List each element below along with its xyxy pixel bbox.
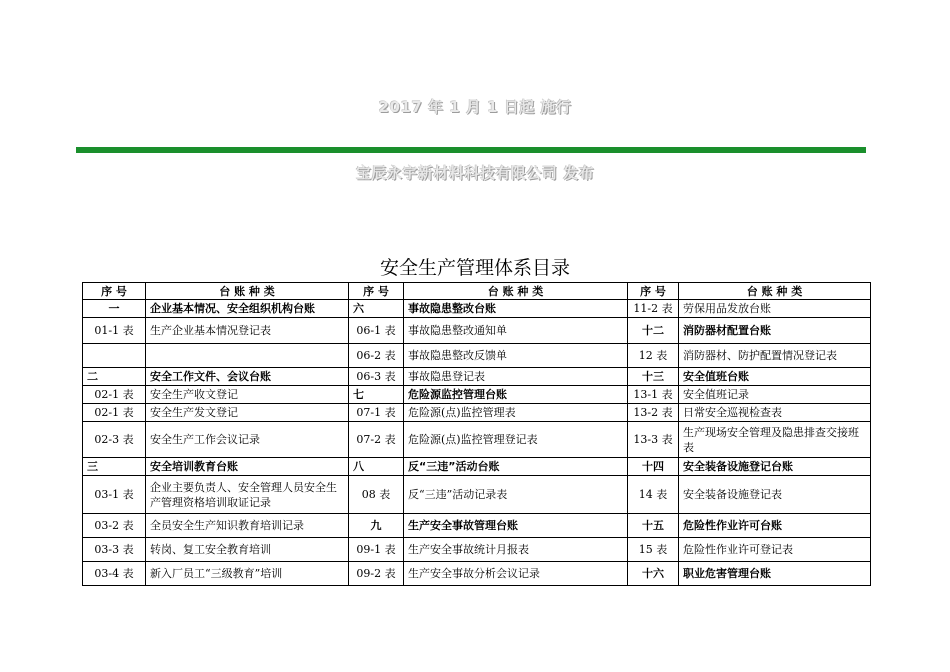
- row-number: 13-1 表: [628, 386, 679, 404]
- ledger-type: [146, 344, 349, 368]
- ledger-type: 消防器材、防护配置情况登记表: [679, 344, 871, 368]
- ledger-type: 事故隐患整改台账: [404, 300, 628, 318]
- table-row: [83, 404, 871, 422]
- ledger-type: 反“三违”活动台账: [404, 458, 628, 476]
- row-number: 11-2 表: [628, 300, 679, 318]
- table-row: [83, 476, 871, 514]
- table-row: [83, 386, 871, 404]
- ledger-type: 反“三违”活动记录表: [404, 476, 628, 514]
- ledger-type: 劳保用品发放台账: [679, 300, 871, 318]
- ledger-type: 全员安全生产知识教育培训记录: [146, 514, 349, 538]
- ledger-type: 危险性作业许可登记表: [679, 538, 871, 562]
- row-number: 六: [349, 300, 404, 318]
- ledger-type: 日常安全巡视检查表: [679, 404, 871, 422]
- row-number: 03-3 表: [83, 538, 146, 562]
- row-number: 一: [83, 300, 146, 318]
- ledger-type: 新入厂员工“三级教育”培训: [146, 562, 349, 586]
- row-number: 06-3 表: [349, 368, 404, 386]
- table-row: [83, 538, 871, 562]
- header-cell-type-3: 台 账 种 类: [679, 283, 871, 300]
- row-number: 九: [349, 514, 404, 538]
- row-number: 十六: [628, 562, 679, 586]
- row-number: 02-1 表: [83, 404, 146, 422]
- ledger-type: 安全值班记录: [679, 386, 871, 404]
- ledger-type: 安全生产工作会议记录: [146, 422, 349, 458]
- row-number: 13-3 表: [628, 422, 679, 458]
- header-cell-no-2: 序 号: [349, 283, 404, 300]
- ledger-type: 危险源监控管理台账: [404, 386, 628, 404]
- row-number: 12 表: [628, 344, 679, 368]
- ledger-type: 事故隐患整改通知单: [404, 318, 628, 344]
- ledger-type: 安全生产收文登记: [146, 386, 349, 404]
- ledger-type: 危险源(点)监控管理表: [404, 404, 628, 422]
- header-cell-type-1: 台 账 种 类: [146, 283, 349, 300]
- table-header-row: [83, 283, 871, 300]
- ledger-type: 事故隐患整改反馈单: [404, 344, 628, 368]
- ledger-type: 安全工作文件、会议台账: [146, 368, 349, 386]
- ledger-type: 安全值班台账: [679, 368, 871, 386]
- row-number: 03-4 表: [83, 562, 146, 586]
- ledger-type: 安全装备设施登记表: [679, 476, 871, 514]
- ledger-table: [82, 282, 871, 586]
- ledger-type: 消防器材配置台账: [679, 318, 871, 344]
- publisher-line: 宝辰永宇新材料科技有限公司 发布: [355, 164, 595, 182]
- table-row: [83, 458, 871, 476]
- row-number: 03-2 表: [83, 514, 146, 538]
- row-number: 14 表: [628, 476, 679, 514]
- ledger-type: 生产现场安全管理及隐患排查交接班表: [679, 422, 871, 458]
- row-number: 三: [83, 458, 146, 476]
- ledger-type: 企业基本情况、安全组织机构台账: [146, 300, 349, 318]
- table-row: [83, 562, 871, 586]
- row-number: 二: [83, 368, 146, 386]
- row-number: 15 表: [628, 538, 679, 562]
- ledger-type: 事故隐患登记表: [404, 368, 628, 386]
- ledger-type: 危险源(点)监控管理登记表: [404, 422, 628, 458]
- header-cell-type-2: 台 账 种 类: [404, 283, 628, 300]
- row-number: 八: [349, 458, 404, 476]
- ledger-type: 生产安全事故管理台账: [404, 514, 628, 538]
- row-number: 02-1 表: [83, 386, 146, 404]
- row-number: 01-1 表: [83, 318, 146, 344]
- ledger-type: 安全装备设施登记台账: [679, 458, 871, 476]
- table-row: [83, 344, 871, 368]
- table-row: [83, 368, 871, 386]
- row-number: 07-1 表: [349, 404, 404, 422]
- row-number: 02-3 表: [83, 422, 146, 458]
- row-number: 十五: [628, 514, 679, 538]
- row-number: [83, 344, 146, 368]
- green-divider: [76, 147, 866, 153]
- header-cell-no-1: 序 号: [83, 283, 146, 300]
- row-number: 十二: [628, 318, 679, 344]
- table-row: [83, 300, 871, 318]
- row-number: 06-1 表: [349, 318, 404, 344]
- ledger-type: 企业主要负责人、安全管理人员安全生产管理资格培训取证记录: [146, 476, 349, 514]
- table-row: [83, 422, 871, 458]
- ledger-type: 安全培训教育台账: [146, 458, 349, 476]
- row-number: 09-2 表: [349, 562, 404, 586]
- ledger-type: 生产安全事故统计月报表: [404, 538, 628, 562]
- ledger-type: 生产企业基本情况登记表: [146, 318, 349, 344]
- row-number: 13-2 表: [628, 404, 679, 422]
- row-number: 03-1 表: [83, 476, 146, 514]
- table-row: [83, 318, 871, 344]
- ledger-type: 安全生产发文登记: [146, 404, 349, 422]
- row-number: 七: [349, 386, 404, 404]
- ledger-type: 职业危害管理台账: [679, 562, 871, 586]
- row-number: 07-2 表: [349, 422, 404, 458]
- row-number: 09-1 表: [349, 538, 404, 562]
- row-number: 08 表: [349, 476, 404, 514]
- ledger-type: 生产安全事故分析会议记录: [404, 562, 628, 586]
- row-number: 06-2 表: [349, 344, 404, 368]
- row-number: 十三: [628, 368, 679, 386]
- header-cell-no-3: 序 号: [628, 283, 679, 300]
- ledger-type: 危险性作业许可台账: [679, 514, 871, 538]
- ledger-type: 转岗、复工安全教育培训: [146, 538, 349, 562]
- effective-date: 2017 年 1 月 1 日起 施行: [378, 98, 572, 116]
- table-row: [83, 514, 871, 538]
- document-title: 安全生产管理体系目录: [379, 257, 570, 279]
- row-number: 十四: [628, 458, 679, 476]
